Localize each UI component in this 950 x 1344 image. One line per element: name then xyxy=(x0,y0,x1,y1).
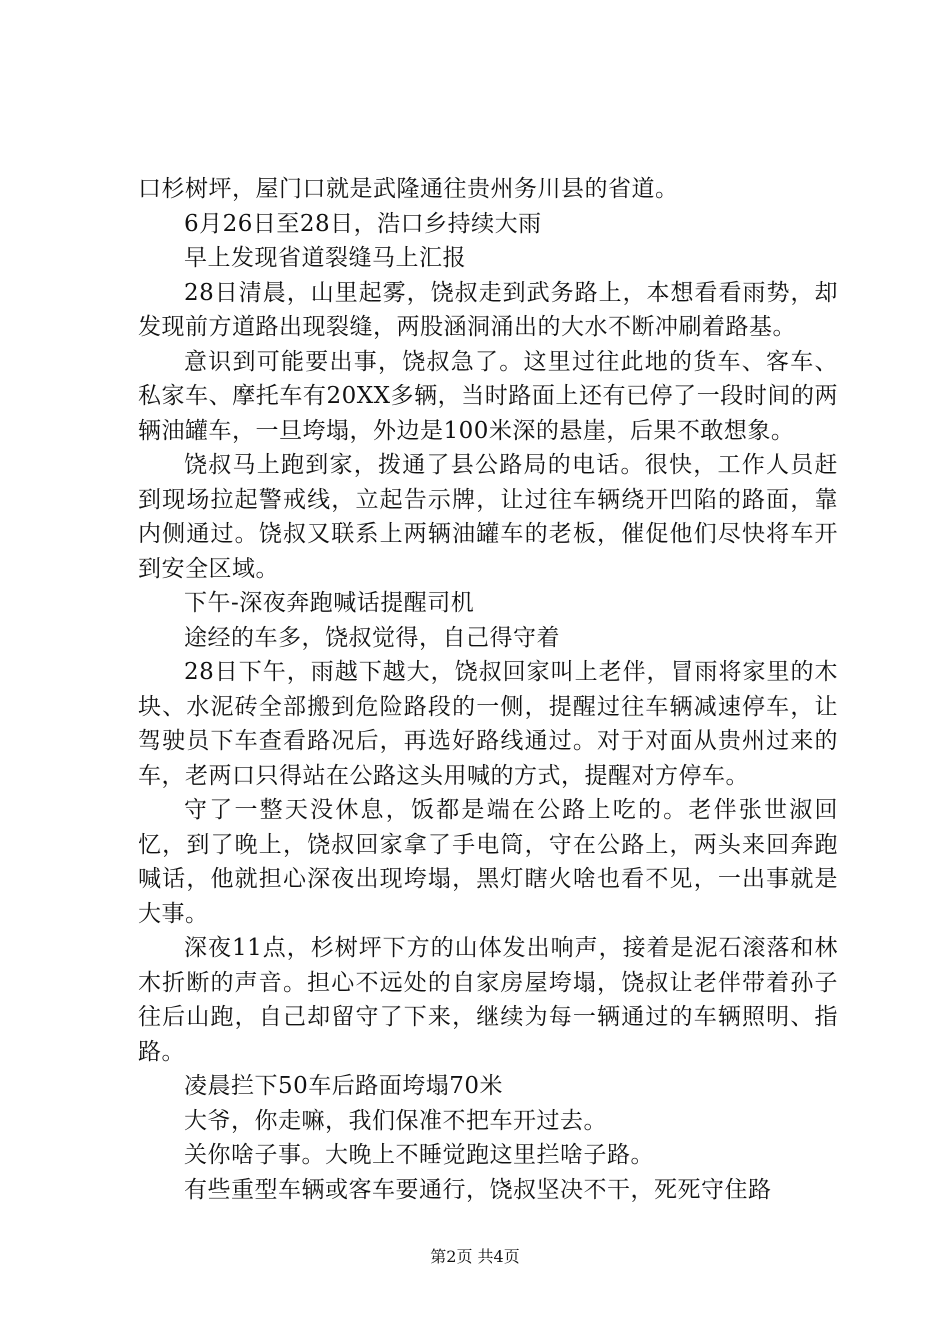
paragraph: 关你啥子事。大晚上不睡觉跑这里拦啥子路。 xyxy=(184,1142,654,1168)
paragraph: 28日清晨，山里起雾，饶叔走到武务路上，本想看看雨势，却发现前方道路出现裂缝，两股涵洞涌出的大水不断冲刷着路基。 xyxy=(138,279,838,340)
paragraph: 大爷，你走嘛，我们保准不把车开过去。 xyxy=(184,1107,607,1134)
paragraph: 饶叔马上跑到家，拨通了县公路局的电话。很快，工作人员赶到现场拉起警戒线，立起告示牌，让过往车辆绕开凹陷的路面，靠内侧通过。饶叔又联系上两辆油罐车的老板，催促他们尽快将车开到安全区域。 xyxy=(138,452,838,582)
body-text xyxy=(138,172,838,1207)
paragraph: 下午-深夜奔跑喊话提醒司机 xyxy=(184,590,475,616)
paragraph: 意识到可能要出事，饶叔急了。这里过往此地的货车、客车、私家车、摩托车有20XX多辆，当时路面上还有已停了一段时间的两辆油罐车，一旦垮塌，外边是100米深的悬崖，后果不敢想象。 xyxy=(138,348,838,444)
paragraph: 深夜11点，杉树坪下方的山体发出响声，接着是泥石滚落和林木折断的声音。担心不远处的自家房屋垮塌，饶叔让老伴带着孙子往后山跑，自己却留守了下来，继续为每一辆通过的车辆照明、指路。 xyxy=(138,935,838,1065)
paragraph: 口杉树坪，屋门口就是武隆通往贵州务川县的省道。 xyxy=(138,176,679,202)
page-number-footer: 第2页 共4页 xyxy=(430,1247,520,1266)
paragraph: 有些重型车辆或客车要通行，饶叔坚决不干，死死守住路 xyxy=(184,1176,772,1203)
paragraph: 6月26日至28日，浩口乡持续大雨 xyxy=(184,210,542,237)
paragraph: 守了一整天没休息，饭都是端在公路上吃的。老伴张世淑回忆，到了晚上，饶叔回家拿了手电筒，守在公路上，两头来回奔跑喊话，他就担心深夜出现垮塌，黑灯瞎火啥也看不见，一出事就是大事。 xyxy=(138,797,838,927)
paragraph: 28日下午，雨越下越大，饶叔回家叫上老伴，冒雨将家里的木块、水泥砖全部搬到危险路段的一侧，提醒过往车辆减速停车，让驾驶员下车查看路况后，再选好路线通过。对于对面从贵州过来的车，老两口只得站在公路这头用喊的方式，提醒对方停车。 xyxy=(138,659,838,789)
paragraph: 早上发现省道裂缝马上汇报 xyxy=(184,245,466,271)
paragraph: 凌晨拦下50车后路面垮塌70米 xyxy=(184,1073,504,1099)
paragraph: 途经的车多，饶叔觉得，自己得守着 xyxy=(184,624,560,651)
